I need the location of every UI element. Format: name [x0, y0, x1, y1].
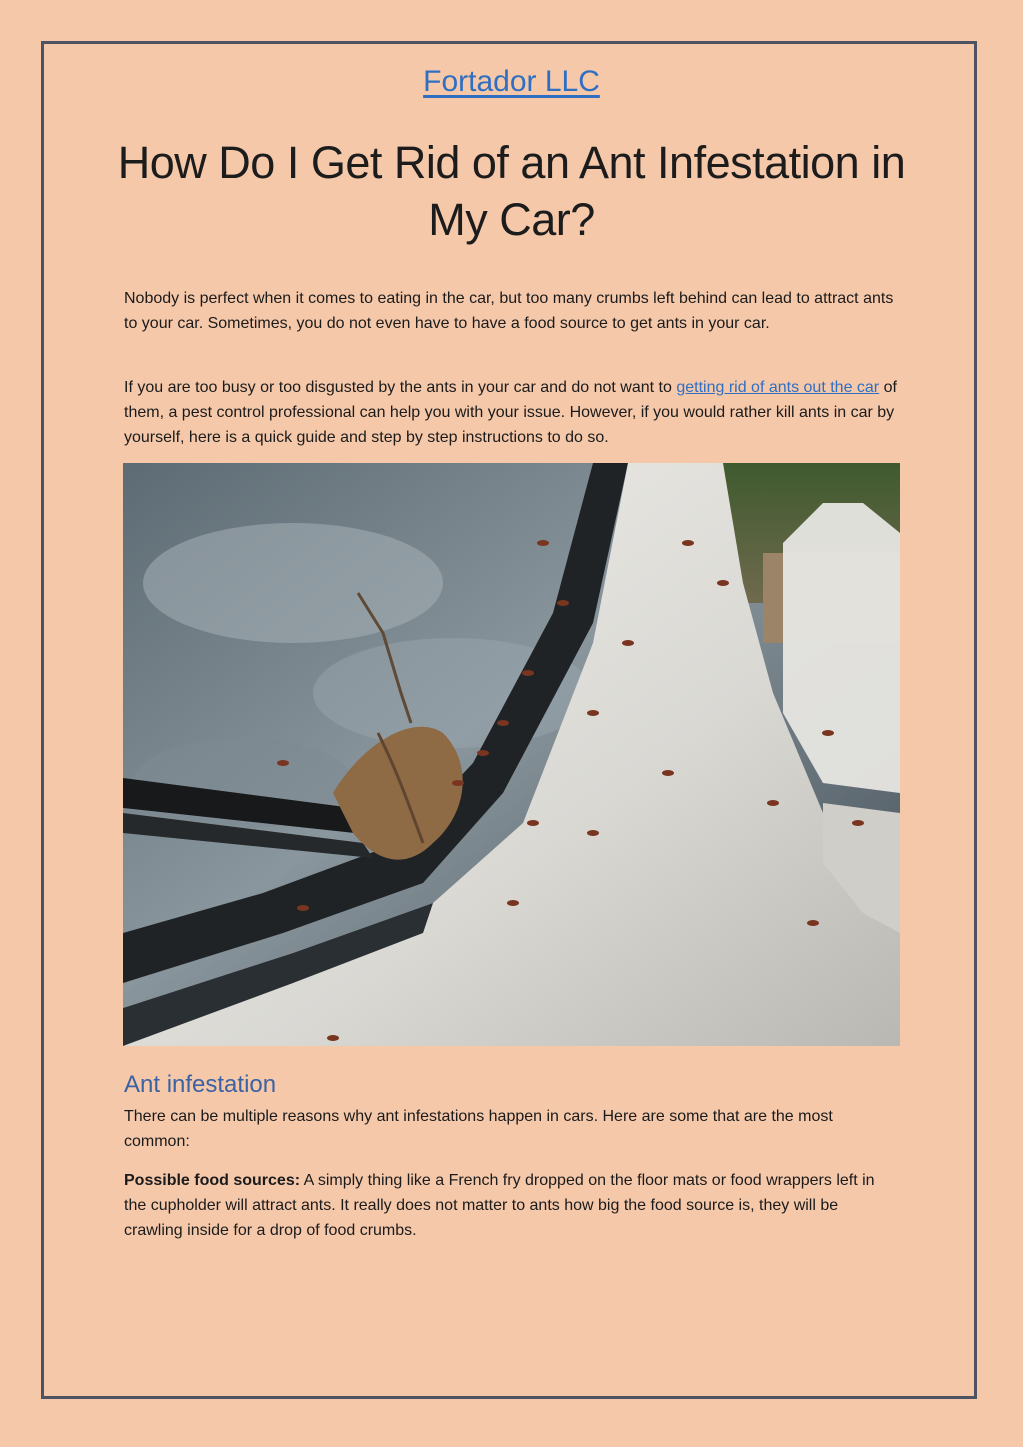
intro-paragraph-2 — [124, 375, 900, 450]
food-sources-text: A simply thing like a French fry dropped on the floor mats or food wrappers left in the cupholder will attract ants. It really does not matter to ants how big the food source is, they will be crawling inside for a drop of food crumbs. — [124, 1172, 875, 1239]
food-sources-label: Possible food sources: — [124, 1172, 301, 1189]
paragraph-text: If you are too busy or too disgusted by the ants in your car and do not want to — [124, 379, 677, 396]
food-sources-paragraph — [124, 1168, 900, 1243]
getting-rid-of-ants-link[interactable]: getting rid of ants out the car — [676, 379, 880, 396]
paragraph-text: of them, a pest control professional can help you with your issue. However, if you would rather kill ants in car by yourself, here is a quick guide and step by step instructions to do so. — [124, 379, 897, 446]
company-link[interactable]: Fortador LLC — [423, 65, 600, 98]
page-title: How Do I Get Rid of an Ant Infestation in My Car? — [117, 137, 906, 245]
intro-paragraph: Nobody is perfect when it comes to eating in the car, but too many crumbs left behind can lead to attract ants to your car. Sometimes, you do not even have to have a food source to get ants in your car. — [124, 290, 894, 332]
section-paragraph: There can be multiple reasons why ant infestations happen in cars. Here are some that are the most common: — [124, 1108, 833, 1150]
section-heading: Ant infestation — [124, 1071, 277, 1098]
ants-on-car-photo — [123, 463, 900, 1046]
